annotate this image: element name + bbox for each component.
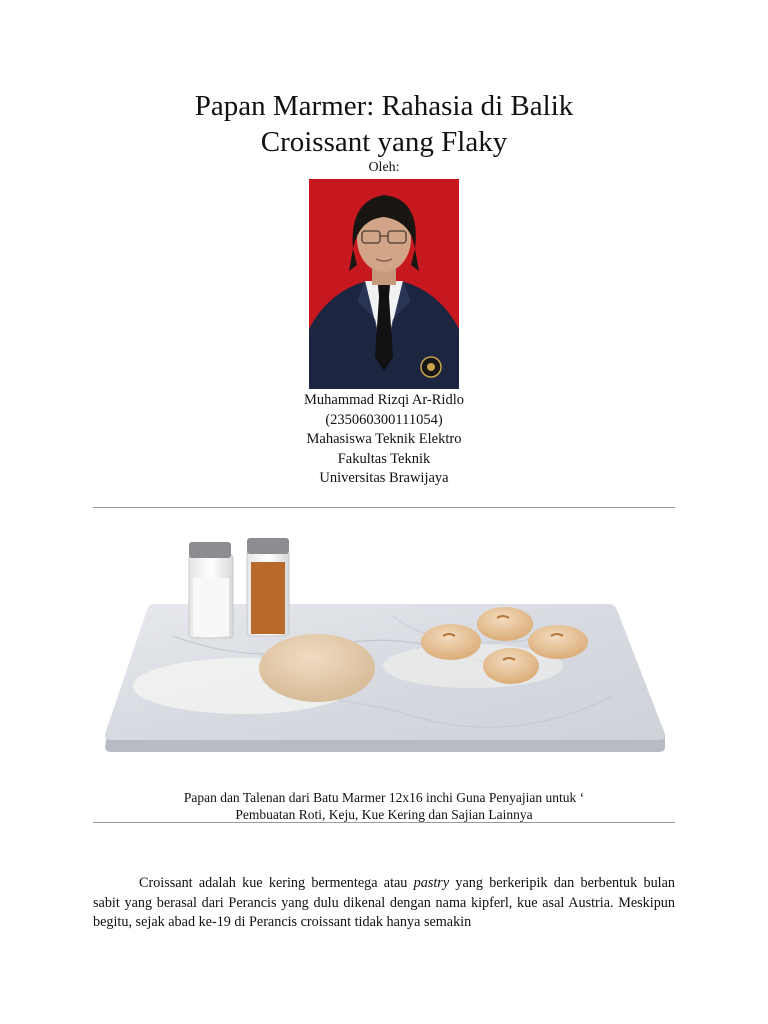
author-info (0, 391, 768, 489)
paragraph-1-text-b: yang berkeripik dan berbentuk bulan sabit yang berasal dari Perancis yang dulu dikenal dengan nama kipferl, kue asal Austria. Meskipun begitu, sejak abad ke-19 di Perancis croissant tidak hanya semakin (93, 875, 675, 930)
pastry-term: pastry (413, 875, 450, 891)
author-program: Mahasiswa Teknik Elektro (306, 431, 462, 448)
figure-caption (93, 789, 675, 823)
author-photo (309, 179, 459, 389)
author-university: Universitas Brawijaya (319, 470, 449, 487)
caption-line-1: Papan dan Talenan dari Batu Marmer 12x16 inchi Guna Penyajian untuk ‘ (183, 790, 585, 805)
paragraph-1 (93, 874, 675, 933)
author-faculty: Fakultas Teknik (337, 450, 431, 467)
title-line-2: Croissant yang Flaky (260, 126, 508, 158)
body-paragraph (93, 874, 675, 933)
caption-line-2: Pembuatan Roti, Keju, Kue Kering dan Sajian Lainnya (235, 807, 533, 822)
divider-top (93, 507, 675, 508)
author-id: (235060300111054) (325, 411, 443, 428)
title-line-1: Papan Marmer: Rahasia di Balik (194, 90, 574, 122)
author-portrait-image (309, 179, 459, 389)
byline: Oleh: (368, 160, 400, 175)
paragraph-1-text-a: Croissant adalah kue kering bermentega atau (139, 875, 414, 891)
divider-bottom (93, 822, 675, 823)
marble-board-image (93, 516, 675, 770)
author-name: Muhammad Rizqi Ar-Ridlo (303, 392, 464, 408)
marble-board-illustration (93, 516, 675, 770)
article-title (0, 88, 768, 160)
